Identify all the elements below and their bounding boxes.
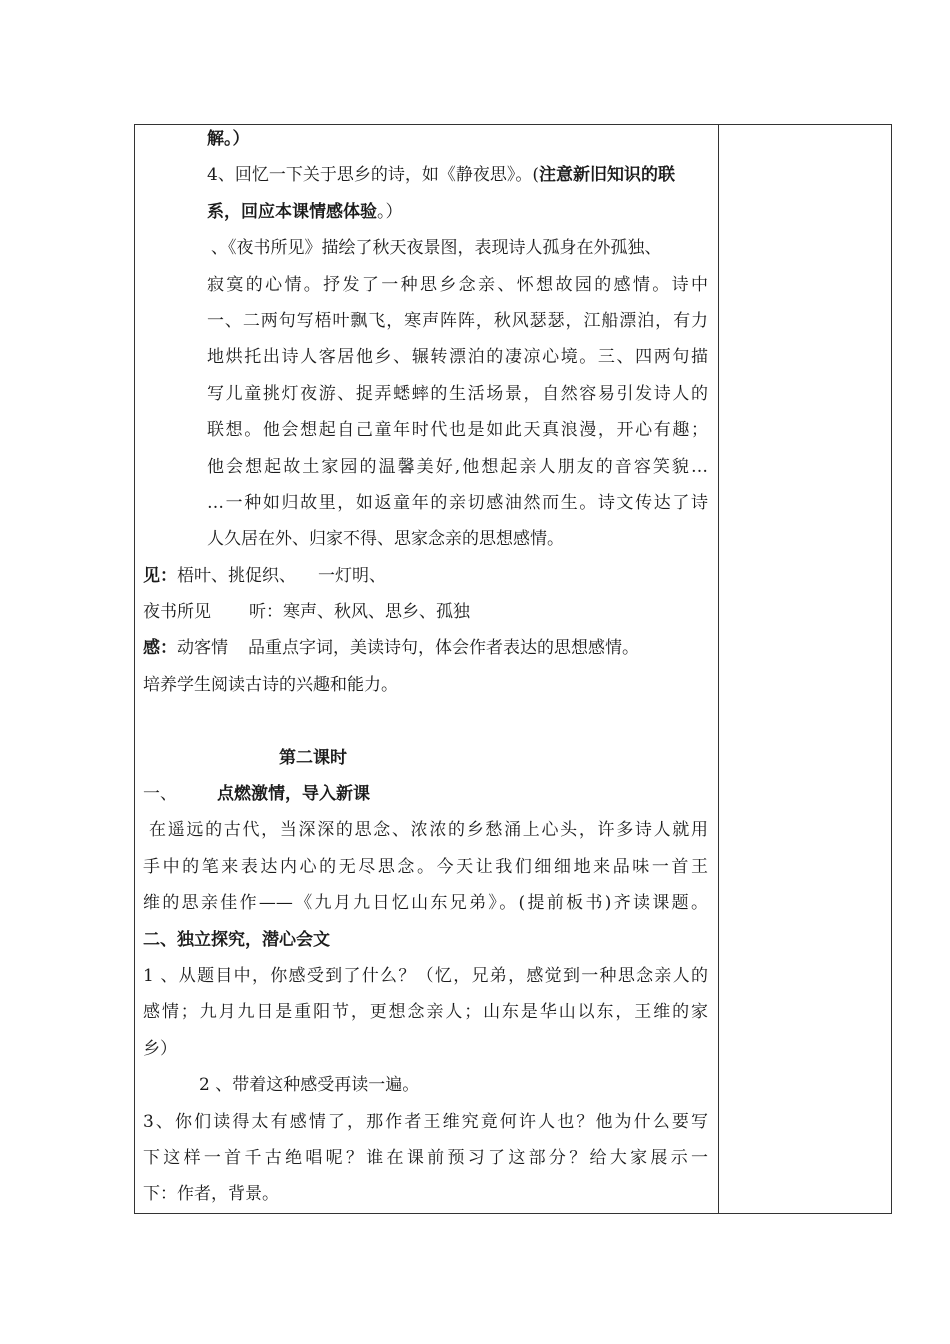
board-title-line bbox=[143, 594, 708, 630]
review-note-bold-2: 系，回应本课情感体验 bbox=[207, 201, 377, 222]
goal-text: 培养学生阅读古诗的兴趣和能力。 bbox=[143, 674, 398, 695]
section-1-text: 手中的笔来表达内心的无尽思念。今天让我们细细地来品味一首王 bbox=[143, 856, 708, 877]
question-1-text: 1 、从题目中，你感受到了什么？（忆，兄弟，感觉到一种思念亲人的 bbox=[143, 965, 708, 986]
lesson-content-cell bbox=[135, 125, 719, 1214]
question-1-text: 乡） bbox=[143, 1038, 177, 1059]
question-3-text: 3、你们读得太有感情了，那作者王维究竟何许人也？他为什么要写 bbox=[143, 1111, 708, 1132]
analysis-line bbox=[143, 485, 708, 521]
analysis-text: 、《夜书所见》描绘了秋天夜景图，表现诗人孤身在外孤独、 bbox=[211, 238, 662, 259]
section-1-line bbox=[143, 885, 708, 921]
board-jian-text: 梧叶、挑促织、 bbox=[177, 565, 296, 586]
analysis-text: 人久居在外、归家不得、思家念亲的思想感情。 bbox=[207, 529, 564, 550]
review-text: 4、回忆一下关于思乡的诗，如《静夜思》。( bbox=[207, 165, 539, 186]
second-lesson-title bbox=[143, 740, 708, 776]
analysis-text: 一、二两句写梧叶飘飞，寒声阵阵，秋风瑟瑟，江船漂泊，有力 bbox=[207, 310, 708, 331]
goal-line bbox=[143, 667, 708, 703]
question-1-line bbox=[143, 994, 708, 1030]
section-1-number: 一、 bbox=[143, 784, 177, 805]
board-gan-text-2: 品重点字词，美读诗句，体会作者表达的思想感情。 bbox=[248, 638, 639, 659]
question-3-line bbox=[143, 1104, 708, 1140]
analysis-text: 地烘托出诗人客居他乡、辗转漂泊的凄凉心境。三、四两句描 bbox=[207, 347, 708, 368]
analysis-line bbox=[143, 449, 708, 485]
analysis-text: …一种如归故里，如返童年的亲切感油然而生。诗文传达了诗 bbox=[207, 492, 708, 513]
analysis-line bbox=[143, 521, 708, 557]
analysis-text: 寂寞的心情。抒发了一种思乡念亲、怀想故园的感情。诗中 bbox=[207, 274, 708, 295]
board-gan-text: 动客情 bbox=[177, 638, 228, 659]
analysis-line bbox=[143, 339, 708, 375]
section-1-line bbox=[143, 849, 708, 885]
section-1-line bbox=[143, 812, 708, 848]
analysis-text: 他会想起故土家园的温馨美好,他想起亲人朋友的音容笑貌… bbox=[207, 456, 708, 477]
analysis-line bbox=[143, 267, 708, 303]
review-line-1 bbox=[143, 157, 708, 193]
blank-line bbox=[143, 703, 708, 739]
section-1-title: 点燃激情，导入新课 bbox=[217, 784, 370, 805]
p1-tail-text: 解。） bbox=[207, 129, 250, 149]
review-note-end: 。） bbox=[377, 201, 403, 222]
board-title: 夜书所见 bbox=[143, 602, 211, 623]
section-2-heading bbox=[143, 922, 708, 958]
section-1-text: 在遥远的古代，当深深的思念、浓浓的乡愁涌上心头，许多诗人就用 bbox=[149, 820, 708, 841]
question-3-line bbox=[143, 1176, 708, 1212]
board-jian-text-2: 一灯明、 bbox=[318, 565, 386, 586]
analysis-line bbox=[143, 412, 708, 448]
notes-column-cell bbox=[719, 125, 892, 1214]
question-1-text: 感情；九月九日是重阳节，更想念亲人；山东是华山以东，王维的家 bbox=[143, 1002, 708, 1023]
section-1-text: 维的思亲佳作——《九月九日忆山东兄弟》。(提前板书)齐读课题。 bbox=[143, 893, 708, 914]
lesson-plan-table bbox=[134, 124, 892, 1214]
board-gan-line bbox=[143, 630, 708, 666]
board-gan-label: 感： bbox=[143, 638, 177, 659]
question-1-line bbox=[143, 958, 708, 994]
question-2-text: 2 、带着这种感受再读一遍。 bbox=[199, 1075, 420, 1096]
analysis-text: 联想。他会想起自己童年时代也是如此天真浪漫，开心有趣； bbox=[207, 420, 708, 441]
question-3-line bbox=[143, 1140, 708, 1176]
analysis-line bbox=[143, 230, 708, 266]
question-2-line bbox=[143, 1067, 708, 1103]
review-note-bold: 注意新旧知识的联 bbox=[538, 165, 675, 186]
board-ting-text: 听：寒声、秋风、思乡、孤独 bbox=[249, 602, 470, 623]
question-3-text: 下这样一首千古绝唱呢？谁在课前预习了这部分？给大家展示一 bbox=[143, 1147, 708, 1168]
analysis-line bbox=[143, 376, 708, 412]
second-lesson-title-text: 第二课时 bbox=[279, 747, 347, 768]
question-3-text: 下：作者，背景。 bbox=[143, 1184, 279, 1205]
board-jian-label: 见： bbox=[143, 565, 177, 586]
section-2-title: 二、独立探究，潜心会文 bbox=[143, 929, 330, 950]
lesson-content bbox=[135, 121, 718, 1213]
analysis-line bbox=[143, 303, 708, 339]
analysis-text: 写儿童挑灯夜游、捉弄蟋蟀的生活场景，自然容易引发诗人的 bbox=[207, 383, 708, 404]
section-1-heading bbox=[143, 776, 708, 812]
paragraph-tail bbox=[143, 121, 708, 157]
board-jian-line bbox=[143, 558, 708, 594]
review-line-2 bbox=[143, 194, 708, 230]
question-1-line bbox=[143, 1031, 708, 1067]
